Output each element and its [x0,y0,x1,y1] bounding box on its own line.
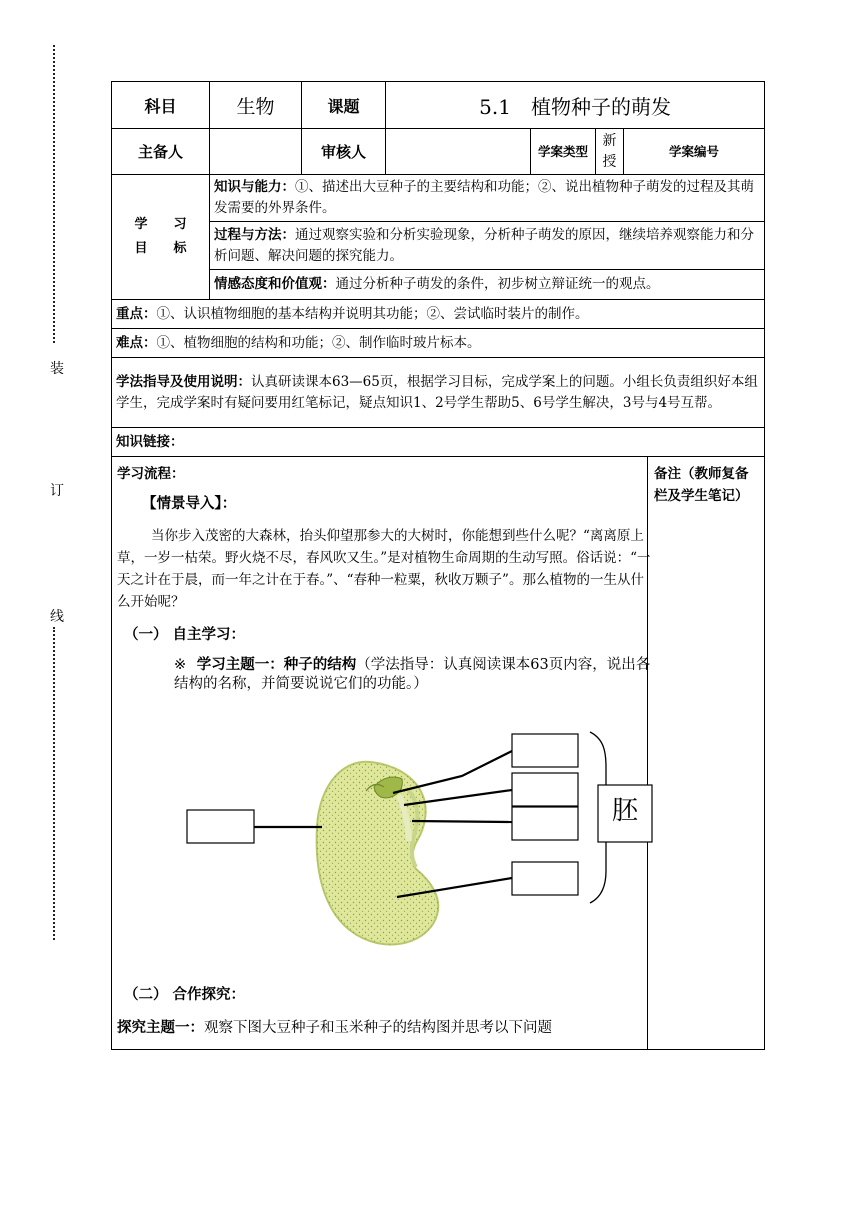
goal-process [210,222,765,270]
seed-illustration [317,762,439,945]
reviewer-value [386,129,531,175]
binding-char-zhuang: 装 [50,361,64,377]
knowledge-links-label: 知识链接： [116,433,184,450]
usage-guide [112,358,765,428]
preparer-value [210,129,302,175]
embryo-label: 胚 [611,796,638,826]
pointer-line-radicle [412,821,512,822]
answer-box-radicle [512,807,578,840]
teacher-notes-label: 备注（教师复备栏及学生笔记） [654,466,749,504]
intro-heading: 【情景导入】： [142,496,237,512]
answer-box-plumule [512,734,578,767]
learning-flow-label: 学习流程： [117,466,185,482]
binding-char-xian: 线 [50,609,64,625]
goal-process-label: 过程与方法： [214,226,295,243]
section-cooperative-heading: （二） 合作探究： [124,987,246,1003]
intro-text: 当你步入茂密的大森林，抬头仰望那参大的大树时，你能想到些什么呢？“离离原上草，一岁一枯荣。野火烧不尽，春风吹又生。”是对植物生命周期的生动写照。俗话说：“一天之计在于晨，而一年之计在于春。”、“春种一粒粟，秋收万颗子”。那么植物的一生从什么开始呢？ [117,528,651,610]
preparer-label: 主备人 [112,129,210,175]
usage-guide-label: 学法指导及使用说明： [116,373,251,390]
key-points-text: ①、认识植物细胞的基本结构并说明其功能；②、尝试临时装片的制作。 [156,305,589,322]
topic-value: 5.1 植物种子的萌发 [386,82,765,129]
teacher-notes-column [648,457,765,1050]
lesson-plan-table [111,81,765,1050]
difficulties-label: 难点： [116,334,157,351]
key-points-label: 重点： [116,305,157,322]
subject-value: 生物 [210,82,302,129]
key-points [112,300,765,329]
difficulties-text: ①、植物细胞的结构和功能；②、制作临时玻片标本。 [156,334,481,351]
usage-guide-text: 认真研读课本63—65页，根据学习目标，完成学案上的问题。小组长负责组织好本组学生，完成学案时有疑问要用红笔标记，疑点知识1、2号学生帮助5、6号学生解决，3号与4号互帮。 [116,373,758,411]
binding-dotted-line-top [53,45,55,343]
binding-dotted-line-bottom [53,627,55,940]
reviewer-label: 审核人 [302,129,386,175]
answer-box-seed-coat [187,810,254,843]
subject-label: 科目 [112,82,210,129]
plan-type-value: 新授 [596,129,624,175]
knowledge-links [112,428,765,457]
reference-mark: ※ [174,657,187,673]
explore-theme1 [117,1016,552,1037]
soybean-seed-diagram [112,457,665,1048]
plan-number-label: 学案编号 [624,129,765,175]
goal-knowledge [210,175,765,222]
explore-theme1-label: 探究主题一： [117,1020,204,1036]
goal-emotion-text: 通过分析种子萌发的条件，初步树立辩证统一的观点。 [335,276,660,292]
goals-label: 学 习 目 标 [112,175,210,300]
difficulties [112,329,765,358]
explore-theme1-text: 观察下图大豆种子和玉米种子的结构图并思考以下问题 [204,1020,552,1036]
goal-emotion-label: 情感态度和价值观： [214,276,336,292]
theme1-hint: （学法指导：认真阅读课本63页内容，说出各结构的名称，并简要说说它们的功能。） [174,657,651,692]
goal-knowledge-label: 知识与能力： [214,179,295,195]
answer-box-cotyledon [512,862,578,895]
goal-knowledge-text: ①、描述出大豆种子的主要结构和功能；②、说出植物种子萌发的过程及其萌发需要的外界条件。 [214,179,754,216]
answer-box-hypocotyl [512,773,578,806]
learning-flow-cell [112,457,651,1050]
binding-char-ding: 订 [50,483,64,499]
goal-process-text: 通过观察实验和分析实验现象，分析种子萌发的原因，继续培养观察能力和分析问题、解决问题的探究能力。 [214,226,754,264]
topic-label: 课题 [302,82,386,129]
theme1-title: 学习主题一：种子的结构 [196,657,357,673]
goal-emotion [210,270,765,300]
section-self-study-heading: （一） 自主学习： [124,627,246,643]
plan-type-label: 学案类型 [531,129,596,175]
